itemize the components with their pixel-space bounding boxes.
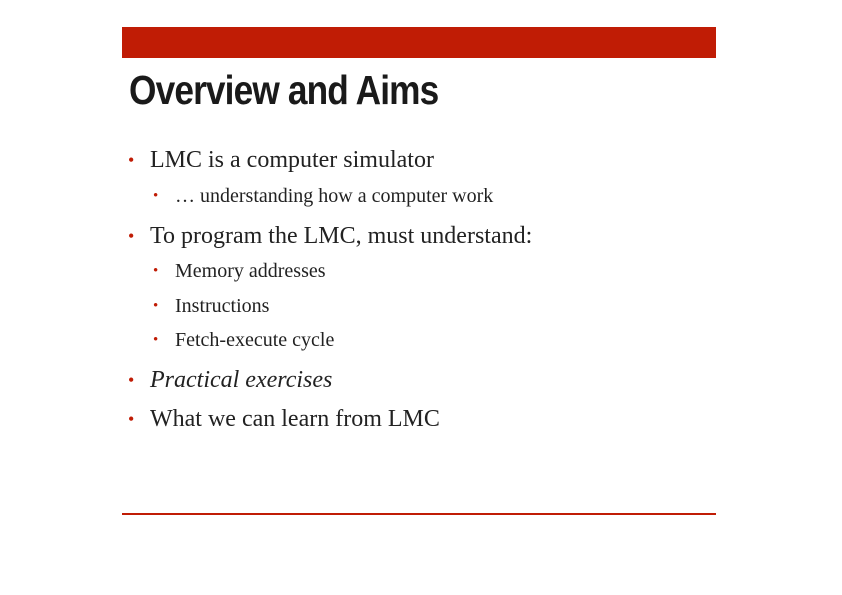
bottom-divider [122,513,716,515]
bullet-text: Memory addresses [175,260,326,282]
bullet-text: To program the LMC, must understand: [150,223,533,249]
slide-title: Overview and Aims [129,67,439,113]
bullet-text: Practical exercises [150,367,333,393]
bullet-dot-icon: • [153,332,159,348]
bullet-dot-icon: • [128,226,135,246]
bullet-dot-icon: • [153,188,159,204]
bullet-dot-icon: • [153,263,159,279]
bullet-text: … understanding how a computer work [175,185,494,207]
bullet-dot-icon: • [128,150,135,170]
bullet-text: What we can learn from LMC [150,406,440,432]
bullet-dot-icon: • [128,370,135,390]
bullet-text: LMC is a computer simulator [150,147,434,173]
bullet-dot-icon: • [128,409,135,429]
bullet-dot-icon: • [153,298,159,314]
bullet-text: Fetch-execute cycle [175,329,335,351]
bullet-text: Instructions [175,295,270,317]
